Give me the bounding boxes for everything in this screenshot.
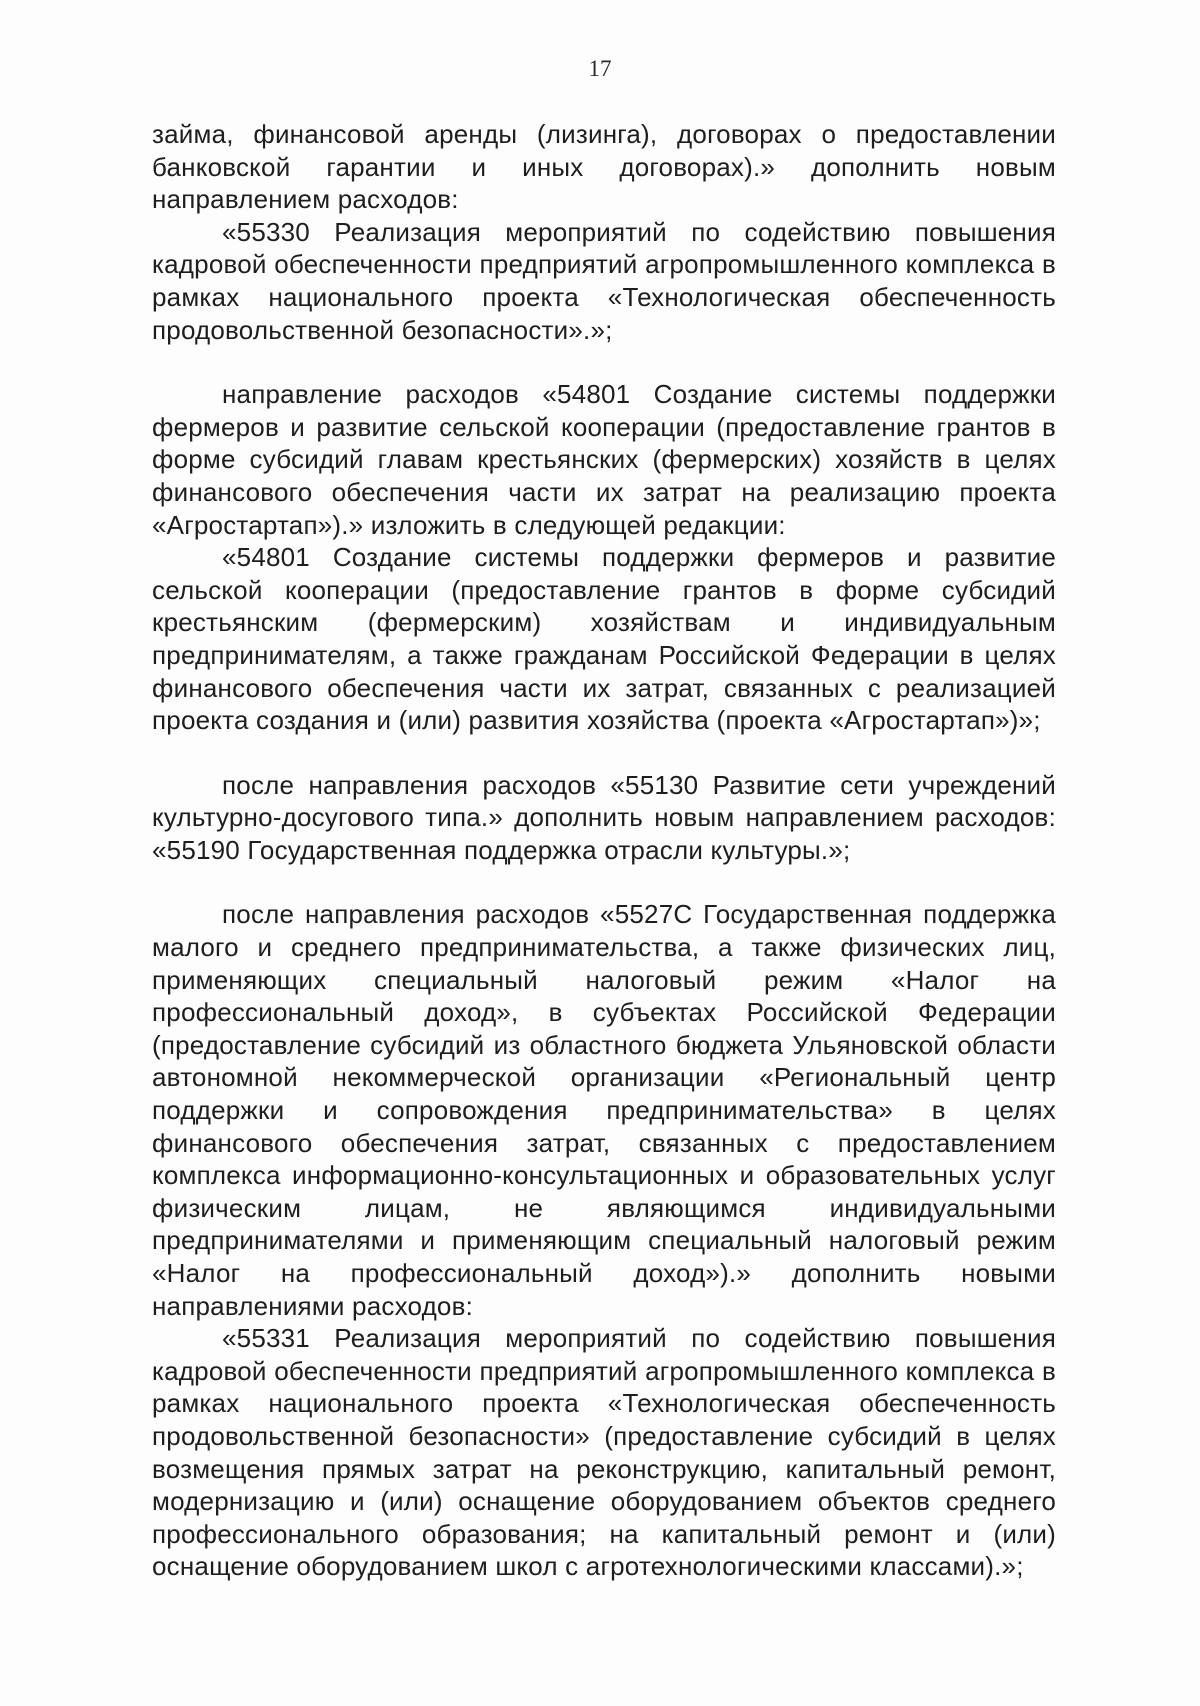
paragraph-6: после направления расходов «5527C Государственная поддержка малого и среднего предпринимательства, а также физических лиц, применяющих специальный налоговый режим «Налог на профессиональный доход», в субъектах Российской Федерации (предоставление субсидий из областного бюджета Ульяновской области автономной некоммерческой организации «Региональный центр поддержки и сопровождения предпринимательства» в целях финансового обеспечения затрат, связанных с предоставлением комплекса информационно-консультационных и образовательных услуг физическим лицам, не являющимся индивидуальными предпринимателями и применяющим специальный налоговый режим «Налог на профессиональный доход»).» дополнить новыми направлениями расходов: <box>152 899 1056 1321</box>
paragraph-1: займа, финансовой аренды (лизинга), договорах о предоставлении банковской гарантии и иных договорах).» дополнить новым направлением расходов: <box>152 119 1056 215</box>
paragraph-3: направление расходов «54801 Создание системы поддержки фермеров и развитие сельской кооперации (предоставление грантов в форме субсидий главам крестьянских (фермерских) хозяйств в целях финансового обеспечения части их затрат на реализацию проекта «Агростартап»).» изложить в следующей редакции: <box>152 379 1056 540</box>
paragraph-7: «55331 Реализация мероприятий по содействию повышения кадровой обеспеченности предприятий агропромышленного комплекса в рамках национального проекта «Технологическая обеспеченность продовольственной безопасности» (предоставление субсидий в целях возмещения прямых затрат на реконструкцию, капитальный ремонт, модернизацию и (или) оснащение оборудованием объектов среднего профессионального образования; на капитальный ремонт и (или) оснащение оборудованием школ с агротехнологическими классами).»; <box>152 1323 1056 1582</box>
paragraph-gap <box>152 737 1056 769</box>
paragraph-gap <box>152 866 1056 898</box>
page-number: 17 <box>588 56 612 81</box>
paragraph-gap <box>152 346 1056 378</box>
paragraph-2: «55330 Реализация мероприятий по содействию повышения кадровой обеспеченности предприятий агропромышленного комплекса в рамках национального проекта «Технологическая обеспеченность продовольственной безопасности».»; <box>152 216 1056 345</box>
document-body <box>152 118 1056 1583</box>
paragraph-5: после направления расходов «55130 Развитие сети учреждений культурно-досугового типа.» дополнить новым направлением расходов: «55190 Государственная поддержка отрасли культуры.»; <box>152 769 1056 865</box>
paragraph-4: «54801 Создание системы поддержки фермеров и развитие сельской кооперации (предоставление грантов в форме субсидий крестьянским (фермерским) хозяйствам и индивидуальным предпринимателям, а также гражданам Российской Федерации в целях финансового обеспечения части их затрат, связанных с реализацией проекта создания и (или) развития хозяйства (проекта «Агростартап»)»; <box>152 542 1056 736</box>
